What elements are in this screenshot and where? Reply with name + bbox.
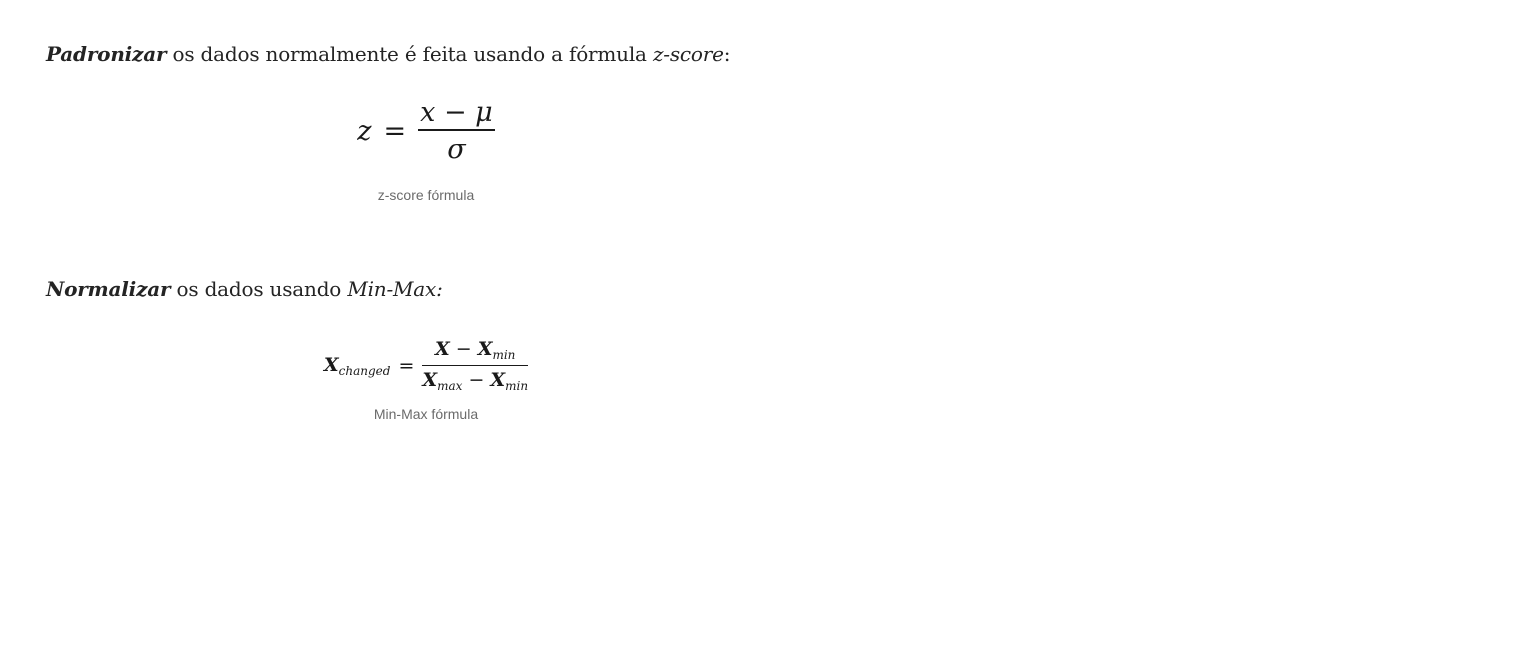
minmax-lhs-sub: changed bbox=[338, 364, 391, 378]
minmax-num-var2: X bbox=[477, 338, 493, 361]
zscore-caption: z-score fórmula bbox=[377, 187, 475, 203]
minmax-den-minus: − bbox=[468, 368, 485, 391]
minmax-den-var2: X bbox=[490, 368, 506, 391]
minmax-num-var1: X bbox=[435, 338, 450, 361]
standardize-colon: : bbox=[723, 42, 731, 66]
standardize-term: Padronizar bbox=[46, 42, 167, 66]
zscore-lhs: z bbox=[357, 115, 372, 147]
minmax-den-sub2: min bbox=[505, 378, 529, 393]
standardize-paragraph bbox=[46, 40, 730, 68]
minmax-num-minus: − bbox=[455, 338, 472, 361]
zscore-figure bbox=[326, 88, 526, 203]
zscore-numerator: x − μ bbox=[420, 96, 493, 128]
minmax-den-sub1: max bbox=[437, 378, 463, 393]
minmax-denominator bbox=[422, 366, 528, 393]
minmax-equals: = bbox=[398, 355, 415, 377]
minmax-numerator bbox=[433, 339, 517, 364]
minmax-den-var1: X bbox=[422, 368, 438, 391]
zscore-fraction bbox=[418, 98, 495, 165]
normalize-term: Normalizar bbox=[46, 277, 171, 301]
normalize-text: os dados usando bbox=[170, 277, 348, 301]
zscore-denominator: σ bbox=[447, 133, 466, 165]
minmax-fraction bbox=[422, 339, 528, 392]
minmax-lhs bbox=[324, 354, 391, 378]
minmax-formula bbox=[323, 334, 529, 398]
minmax-num-sub2: min bbox=[492, 348, 516, 363]
normalize-paragraph bbox=[46, 275, 443, 303]
zscore-equals: = bbox=[383, 115, 407, 147]
minmax-lhs-var: X bbox=[323, 354, 339, 376]
minmax-caption: Min-Max fórmula bbox=[373, 406, 479, 422]
zscore-term: z-score bbox=[652, 42, 724, 66]
standardize-text: os dados normalmente é feita usando a fórmula bbox=[166, 42, 653, 66]
minmax-term: Min-Max: bbox=[347, 277, 443, 301]
zscore-formula bbox=[326, 88, 526, 174]
minmax-figure bbox=[323, 334, 529, 422]
